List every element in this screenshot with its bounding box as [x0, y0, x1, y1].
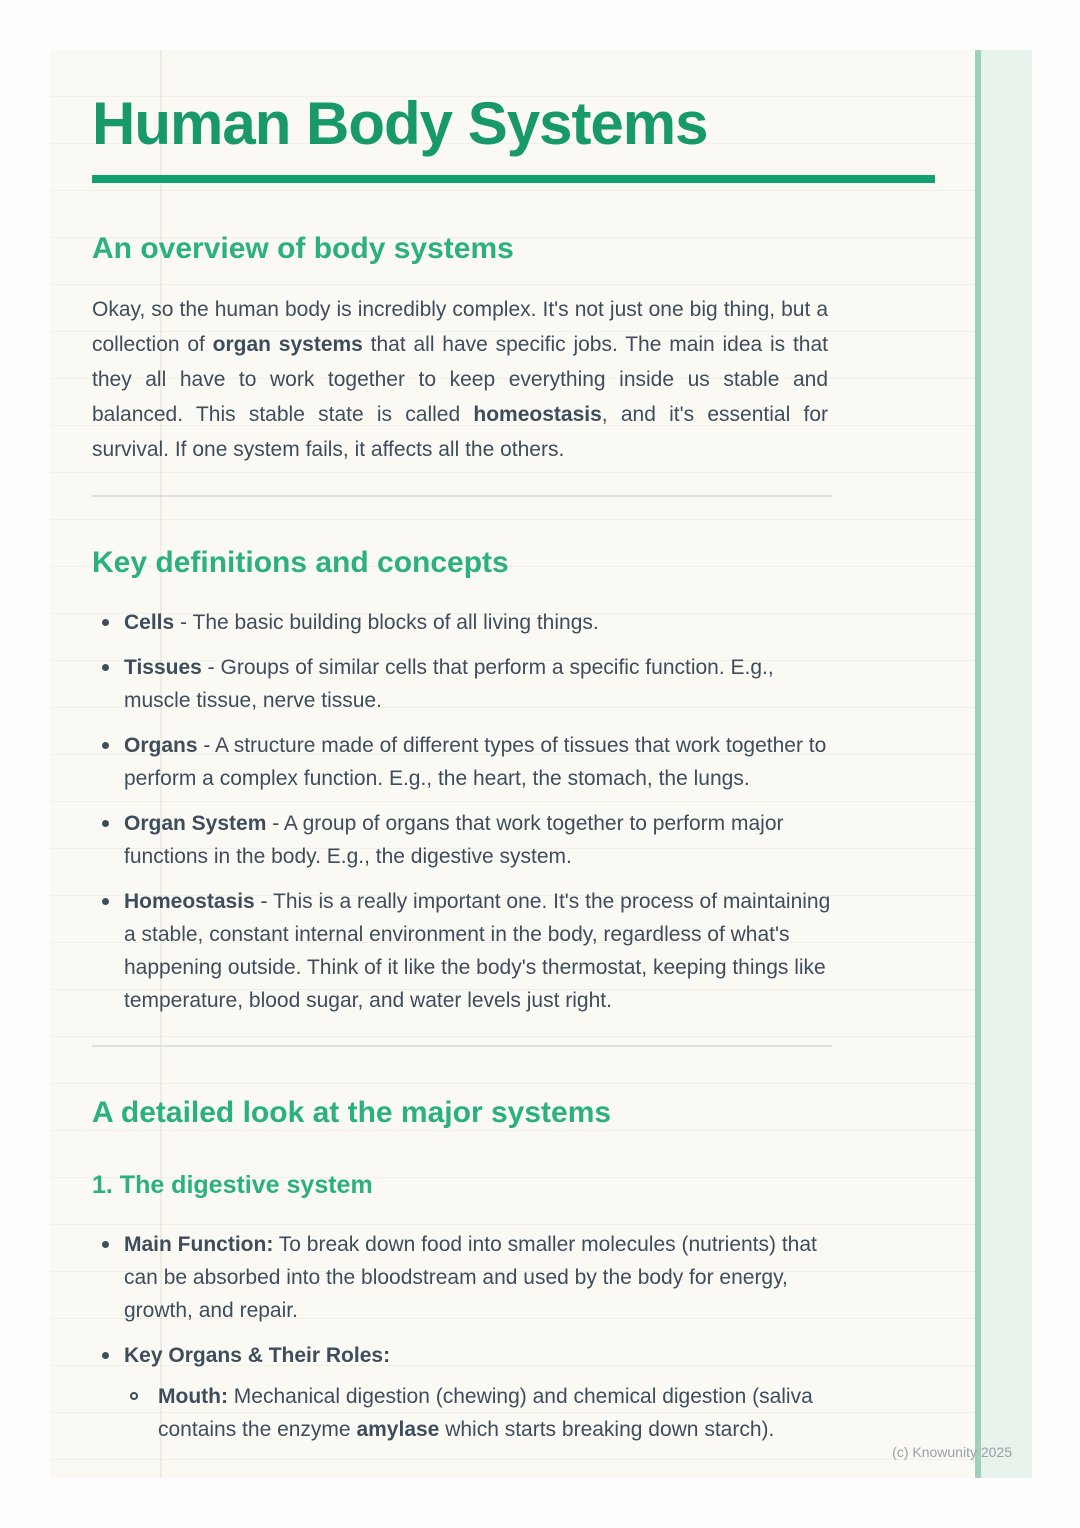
list-item: [92, 1228, 832, 1327]
section-divider: [92, 1045, 832, 1047]
document-page: [50, 50, 1032, 1478]
list-item: [92, 729, 832, 795]
bullet-icon: [102, 664, 109, 671]
section-heading-systems: A detailed look at the major systems: [92, 1096, 612, 1129]
section-heading-overview: An overview of body systems: [92, 232, 514, 265]
sub-list-item: [124, 1380, 824, 1446]
title-underline: [92, 175, 935, 183]
section-heading-definitions: Key definitions and concepts: [92, 546, 509, 579]
page-title: Human Body Systems: [92, 90, 708, 157]
list-item: [92, 807, 832, 873]
digestive-list: [92, 1228, 832, 1446]
bullet-icon: [102, 898, 109, 905]
list-item: [92, 1339, 832, 1446]
sub-list-item-text: Mouth: Mechanical digestion (chewing) and chemical digestion (saliva contains the enzyme amylase which starts breaking down starch).: [158, 1385, 813, 1441]
document-content: [50, 50, 935, 1446]
bullet-icon: [102, 742, 109, 749]
list-item-text: Homeostasis - This is a really important one. It's the process of maintaining a stable, constant internal environment in the body, regardless of what's happening outside. Think of it like the body's thermostat, keeping things like temperature, blood sugar, and water levels just right.: [124, 890, 831, 1012]
accent-line: [975, 50, 981, 1478]
copyright-footer: (c) Knowunity 2025: [892, 1444, 1012, 1460]
circle-bullet-icon: [130, 1392, 138, 1400]
section-divider: [92, 495, 832, 497]
bullet-icon: [102, 1352, 109, 1359]
list-item: [92, 606, 832, 639]
subsection-heading-digestive: 1. The digestive system: [92, 1171, 373, 1199]
bullet-icon: [102, 1241, 109, 1248]
list-item-text: Main Function: To break down food into smaller molecules (nutrients) that can be absorbed into the bloodstream and used by the body for energy, growth, and repair.: [124, 1233, 817, 1322]
list-item-text: Key Organs & Their Roles:: [124, 1344, 391, 1367]
list-item-text: Organs - A structure made of different types of tissues that work together to perform a complex function. E.g., the heart, the stomach, the lungs.: [124, 734, 827, 790]
bullet-icon: [102, 619, 109, 626]
list-item: [92, 885, 832, 1017]
list-item-text: Cells - The basic building blocks of all living things.: [124, 611, 599, 634]
overview-paragraph: Okay, so the human body is incredibly complex. It's not just one big thing, but a collection of organ systems that all have specific jobs. The main idea is that they all have to work together to keep everything inside us stable and balanced. This stable state is called homeostasis, and it's essential for survival. If one system fails, it affects all the others.: [92, 298, 828, 461]
digestive-sublist: [124, 1380, 824, 1446]
list-item-text: Organ System - A group of organs that work together to perform major functions in the body. E.g., the digestive system.: [124, 812, 784, 868]
list-item: [92, 651, 832, 717]
definitions-list: [92, 606, 832, 1017]
bullet-icon: [102, 820, 109, 827]
accent-panel: [981, 50, 1032, 1478]
list-item-text: Tissues - Groups of similar cells that perform a specific function. E.g., muscle tissue, nerve tissue.: [124, 656, 774, 712]
